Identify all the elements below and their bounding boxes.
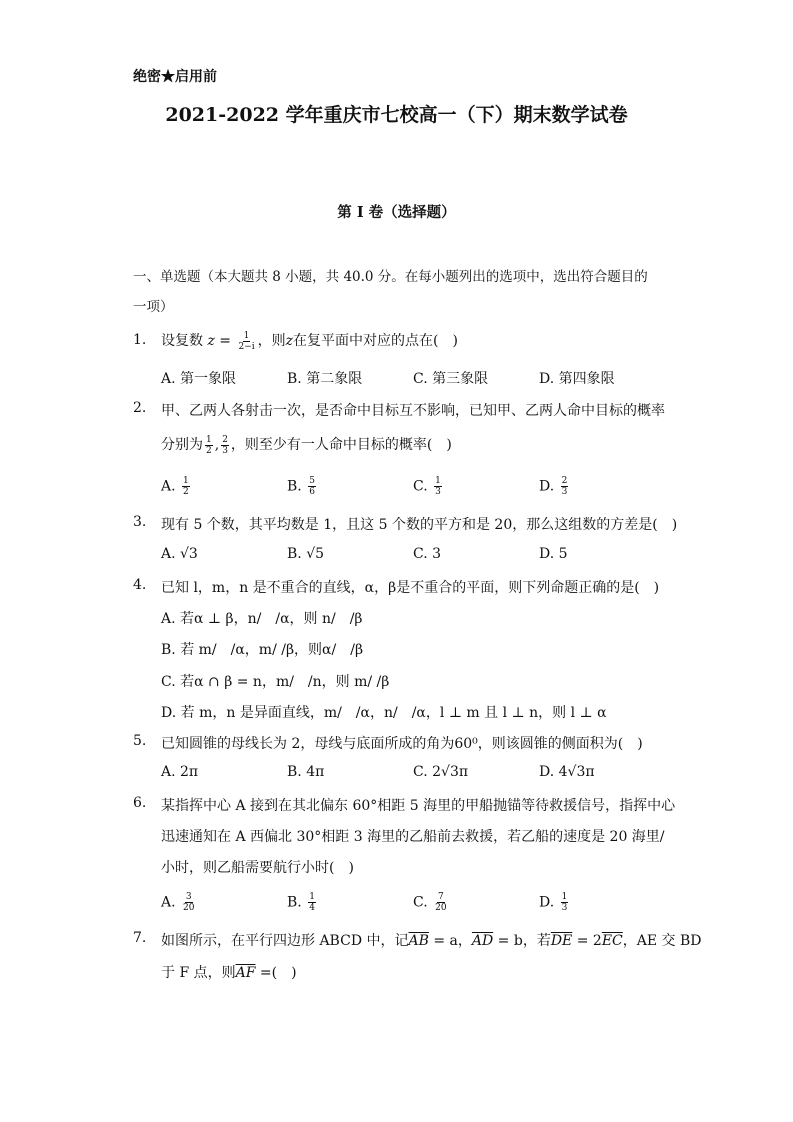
page-title: 2021-2022 学年重庆市七校高一（下）期末数学试卷 — [165, 104, 628, 126]
q7-text-c: 于 F 点，则 — [161, 965, 236, 981]
option-c — [413, 476, 444, 497]
option-a — [161, 476, 192, 497]
question-number: 2. — [133, 400, 147, 416]
vector-af: $\overline{AF}$ — [235, 965, 256, 981]
frac-den: 3 — [561, 487, 568, 497]
option-c: C. 第三象限 — [413, 371, 489, 387]
option-a: A. 若α ⊥ β，n/ /α，则 n/ /β — [161, 611, 363, 627]
opt-label: B. — [287, 894, 302, 911]
section-instructions: 一、单选题（本大题共 8 小题，共 40.0 分。在每小题列出的选项中，选出符合题目的一项） — [133, 269, 648, 315]
frac-num: 2 — [561, 476, 568, 486]
q2-pre: 分别为 — [161, 437, 203, 453]
vector-ab: $\overline{AB}$ — [408, 933, 429, 949]
vector-ec: $\overline{EC}$ — [601, 933, 623, 949]
q1-post2: 在复平面中对应的点在( ) — [293, 333, 458, 349]
q7-text-b: ，AE 交 BD — [622, 933, 702, 949]
frac-num: 1 — [206, 434, 212, 445]
frac-num: 1 — [435, 476, 441, 486]
question-number: 6. — [133, 795, 147, 811]
option-a — [161, 892, 197, 913]
question-text-line1: 甲、乙两人各射击一次，是否命中目标互不影响，已知甲、乙两人命中目标的概率 — [161, 403, 665, 419]
option-a: A. 第一象限 — [161, 371, 237, 387]
part-heading: 第 I 卷（选择题） — [337, 204, 456, 221]
option-d: D. 第四象限 — [539, 371, 615, 387]
q2-post: ，则至少有一人命中目标的概率( ) — [230, 437, 452, 453]
question-number: 5. — [133, 733, 147, 749]
option-c — [413, 892, 450, 913]
opt-frac — [182, 892, 195, 913]
frac-den: 2−i — [238, 341, 255, 352]
option-a: A. √3 — [161, 546, 198, 562]
q1-var: z = — [207, 333, 232, 349]
frac-den: 3 — [561, 903, 568, 913]
q7-eq-c: = 2 — [572, 933, 602, 949]
option-c: C. 3 — [413, 546, 442, 562]
opt-frac — [561, 892, 569, 913]
question-text-line2: 迅速通知在 A 西偏北 30°相距 3 海里的乙船前去救援，若乙船的速度是 20 海里/ — [161, 829, 665, 845]
frac-num: 7 — [437, 892, 444, 902]
frac-den: 20 — [183, 903, 195, 913]
option-b — [287, 476, 318, 497]
option-c: C. 2√3π — [413, 764, 469, 780]
q1-fraction — [237, 331, 255, 352]
option-b: B. 第二象限 — [287, 371, 363, 387]
opt-label: D. — [539, 478, 555, 495]
q7-eq-b: = b，若 — [493, 933, 551, 949]
opt-frac — [561, 476, 569, 497]
frac-den: 2 — [183, 487, 189, 497]
frac-den: 20 — [435, 903, 447, 913]
frac-den: 3 — [435, 487, 441, 497]
opt-frac — [182, 476, 190, 497]
question-text: 现有 5 个数，其平均数是 1，且这 5 个数的平方和是 20，那么这组数的方差是( ) — [161, 517, 678, 533]
opt-label: D. — [539, 894, 555, 911]
frac-den: 2 — [206, 445, 212, 456]
opt-frac — [308, 476, 316, 497]
q1-pre: 设复数 — [161, 333, 203, 349]
vector-ad: $\overline{AD}$ — [471, 933, 494, 949]
q7-eq-a: = a， — [428, 933, 472, 949]
question-text-line2 — [161, 962, 297, 982]
confidential-label: 绝密★启用前 — [133, 69, 217, 85]
frac-num: 5 — [309, 476, 315, 486]
question-number: 7. — [133, 930, 147, 946]
question-number: 3. — [133, 514, 147, 530]
q7-text-a: 如图所示，在平行四边形 ABCD 中，记 — [161, 933, 409, 949]
question-text-line1: 某指挥中心 A 接到在其北偏东 60°相距 5 海里的甲船抛锚等待救援信号，指挥中心 — [161, 798, 676, 814]
opt-frac — [434, 892, 447, 913]
option-b: B. 4π — [287, 764, 325, 780]
q1-var2: z — [285, 333, 294, 349]
opt-label: C. — [413, 478, 428, 495]
frac-den: 4 — [309, 903, 315, 913]
question-text: 已知 l，m，n 是不重合的直线，α，β是不重合的平面，则下列命题正确的是( ) — [161, 580, 660, 596]
q1-post: ，则 — [257, 333, 286, 349]
option-b — [287, 892, 318, 913]
option-a: A. 2π — [161, 764, 199, 780]
frac-num: 1 — [243, 330, 250, 341]
vector-de: $\overline{DE}$ — [550, 933, 573, 949]
frac-den: 3 — [222, 445, 228, 456]
opt-label: A. — [161, 478, 176, 495]
frac-num: 1 — [561, 892, 568, 902]
question-number: 4. — [133, 577, 147, 593]
question-text-line3: 小时，则乙船需要航行小时( ) — [161, 860, 354, 876]
option-b: B. √5 — [287, 546, 325, 562]
frac-num: 1 — [309, 892, 315, 902]
frac-num: 3 — [185, 892, 192, 902]
option-d: D. 若 m，n 是异面直线，m/ /α，n/ /α，l ⊥ m 且 l ⊥ n，则 l ⊥ α — [161, 705, 607, 721]
question-text-line2: 分别为 $\frac{1}{2}$ , $\frac{2}{3}$ ，则至少有一人命中目标的概率( ) — [161, 434, 452, 456]
question-text: 已知圆锥的母线长为 2，母线与底面所成的角为60⁰，则该圆锥的侧面积为( ) — [161, 736, 643, 752]
option-d: D. 5 — [539, 546, 568, 562]
opt-label: C. — [413, 894, 428, 911]
option-d — [539, 892, 570, 913]
frac-num: 2 — [222, 434, 228, 445]
question-text — [161, 330, 458, 352]
option-d: D. 4√3π — [539, 764, 595, 780]
question-number: 1. — [133, 332, 147, 348]
opt-frac — [434, 476, 442, 497]
opt-label: A. — [161, 894, 176, 911]
option-b: B. 若 m/ /α，m/ /β，则α/ /β — [161, 642, 364, 658]
question-text-line1 — [161, 930, 702, 950]
q2-frac2 — [221, 435, 229, 456]
option-d — [539, 476, 570, 497]
q7-text-d: =( ) — [255, 965, 297, 981]
opt-label: B. — [287, 478, 302, 495]
option-c: C. 若α ∩ β = n，m/ /n，则 m/ /β — [161, 674, 390, 690]
frac-den: 6 — [309, 487, 315, 497]
q2-frac1 — [205, 435, 213, 456]
opt-frac — [308, 892, 316, 913]
frac-num: 1 — [183, 476, 189, 486]
